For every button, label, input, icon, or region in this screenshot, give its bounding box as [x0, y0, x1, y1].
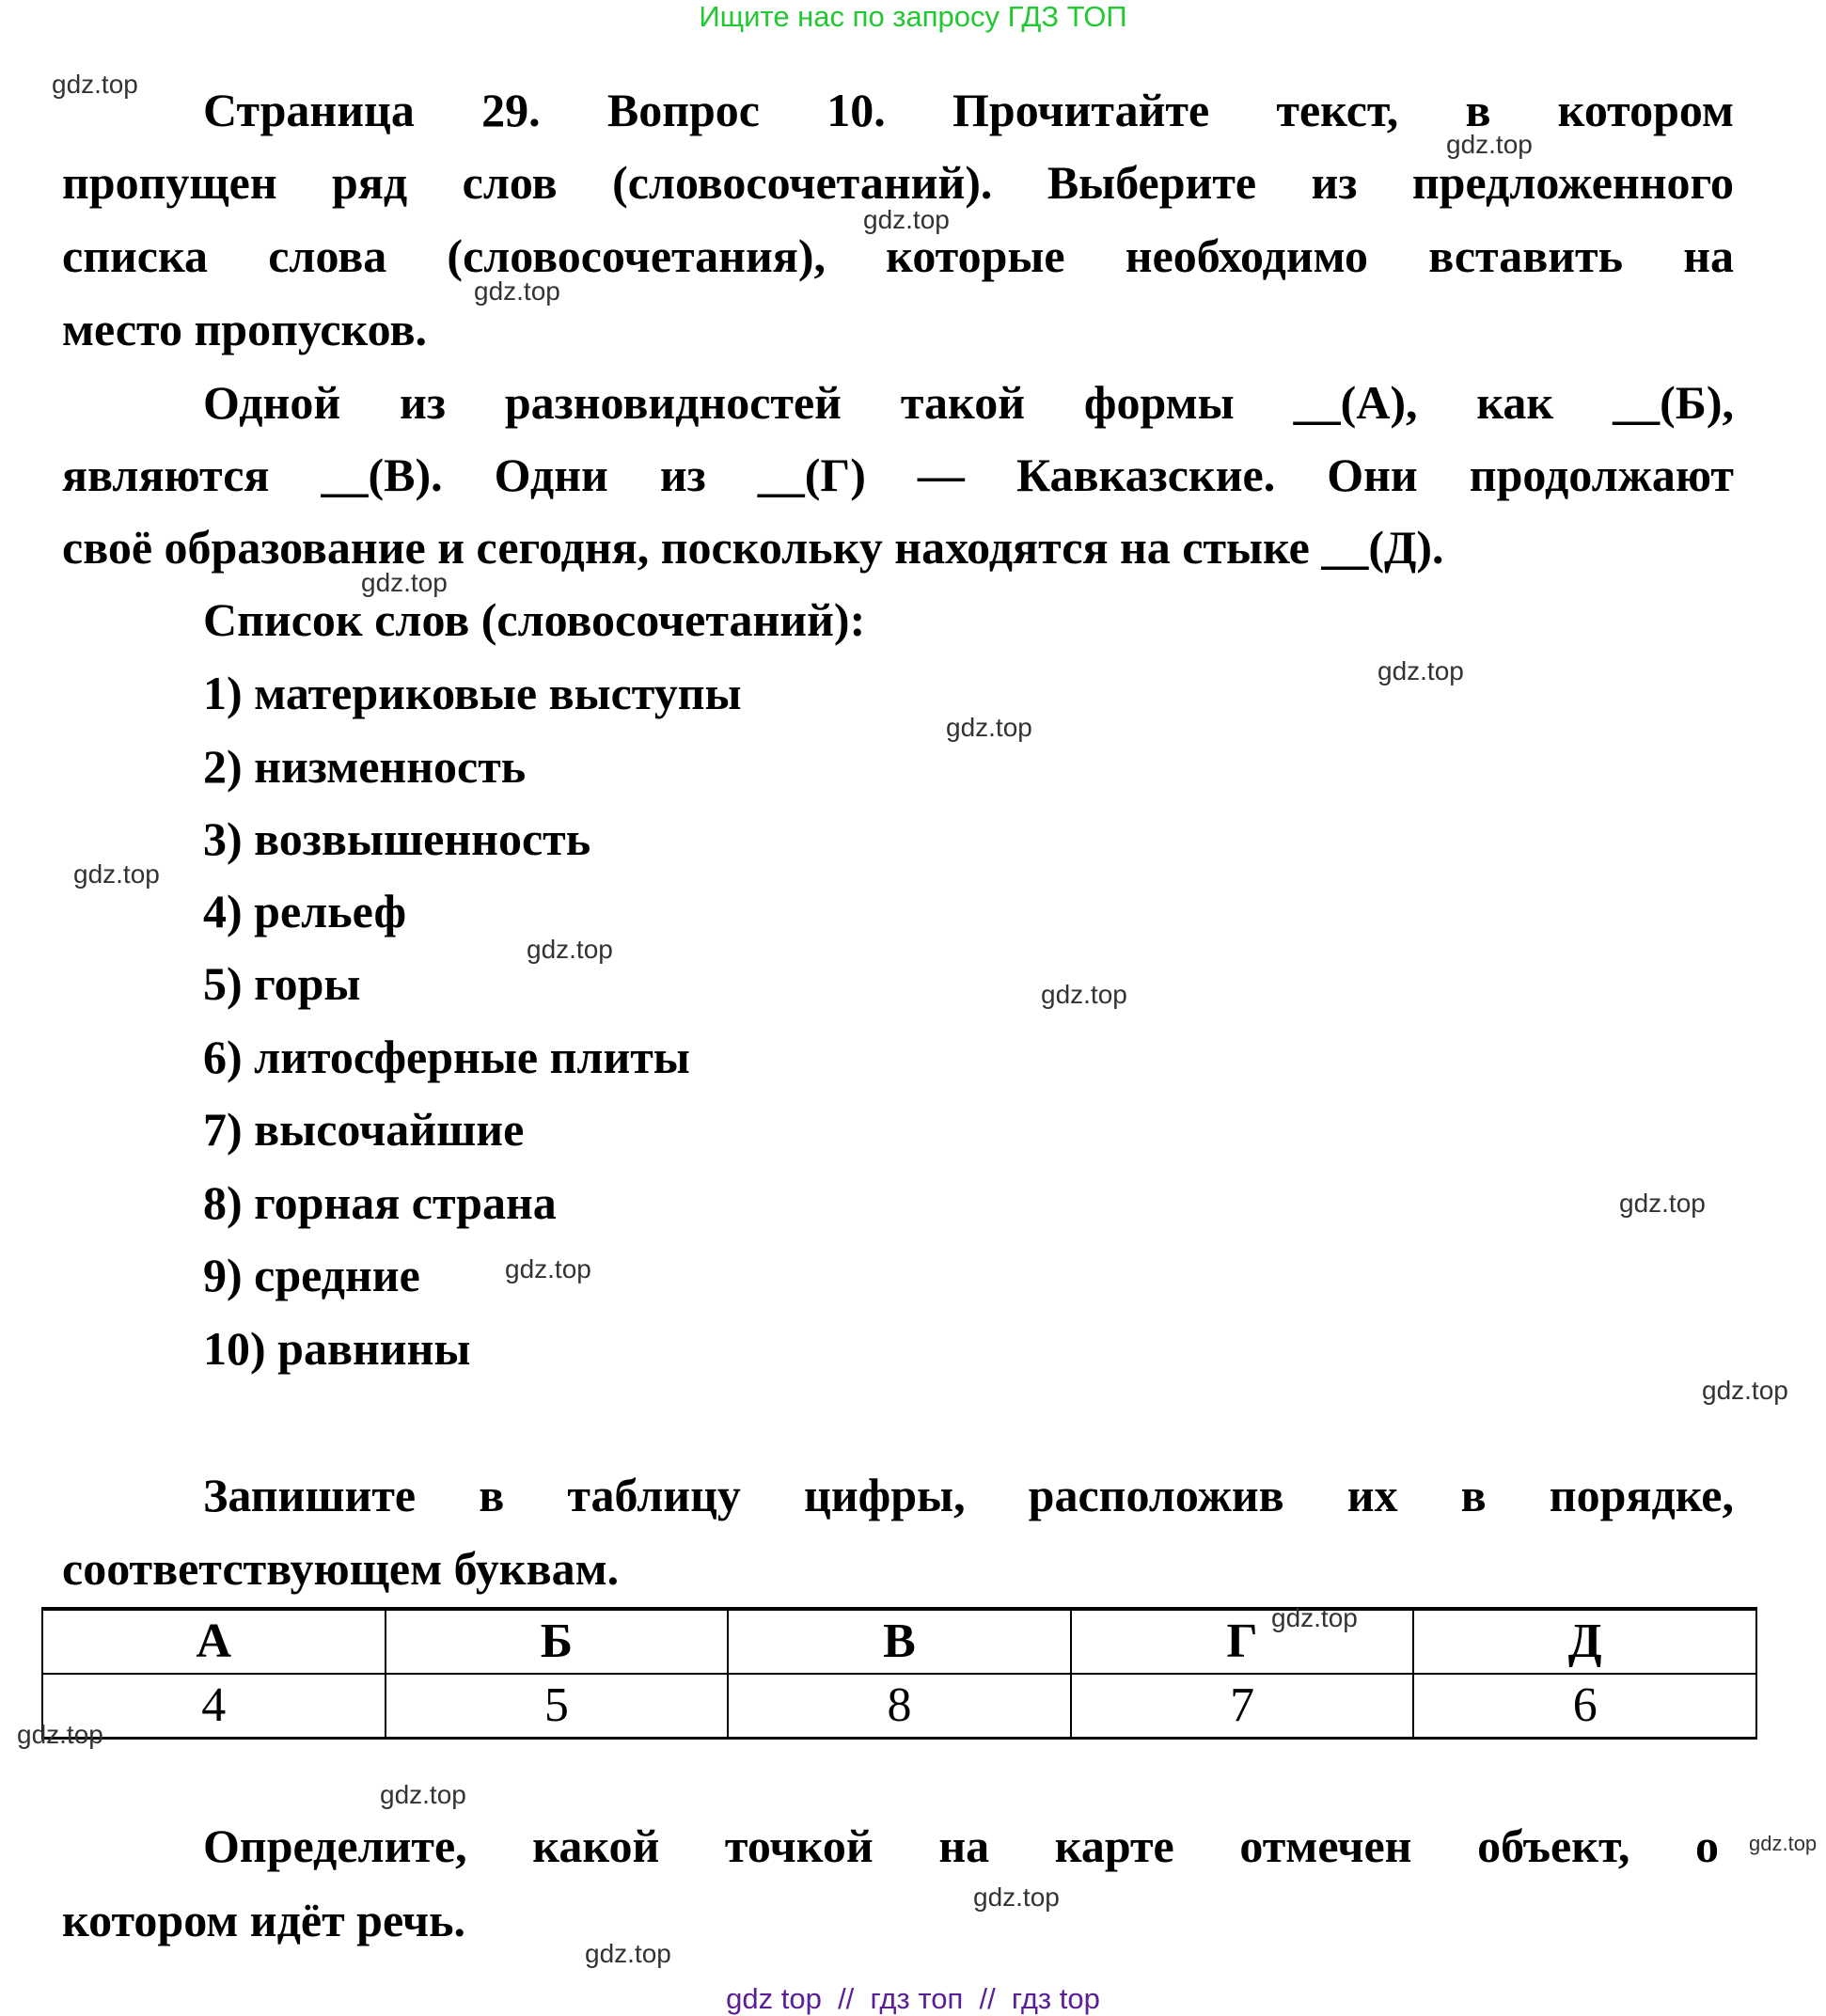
word-list-item: 1) материковые выступы	[203, 667, 742, 719]
passage-line: Одной из разновидностей такой формы __(А), как __(Б),	[203, 376, 1734, 429]
task-line: пропущен ряд слов (словосочетаний). Выберите из предложенного	[62, 156, 1734, 209]
watermark: gdz.top	[1377, 656, 1464, 685]
next-question-line: котором идёт речь.	[62, 1894, 466, 1946]
header-cell-v: В	[728, 1609, 1071, 1674]
word-list-item: 4) рельеф	[203, 885, 407, 937]
watermark: gdz.top	[1619, 1189, 1706, 1218]
word-list-item: 7) высочайшие	[203, 1103, 525, 1156]
watermark: gdz.top	[380, 1780, 466, 1809]
watermark: gdz.top	[52, 70, 138, 99]
watermark: gdz.top	[73, 859, 160, 889]
watermark: gdz.top	[946, 713, 1032, 742]
watermark: gdz.top	[1446, 130, 1533, 159]
value-cell-v: 8	[728, 1674, 1071, 1739]
bottom-banner[interactable]: gdz top // гдз топ // гдз top	[726, 1982, 1100, 2015]
value-cell-b: 5	[386, 1674, 729, 1739]
table-header-row	[42, 1609, 1756, 1674]
task-line: место пропусков.	[62, 303, 427, 355]
word-list-item: 9) средние	[203, 1249, 420, 1301]
watermark: gdz.top	[1749, 1832, 1818, 1855]
value-cell-a: 4	[42, 1674, 386, 1739]
watermark: gdz.top	[863, 205, 950, 234]
watermark: gdz.top	[474, 276, 560, 306]
word-list-item: 10) равнины	[203, 1322, 471, 1375]
value-cell-g: 7	[1071, 1674, 1414, 1739]
header-cell-g: Г	[1071, 1609, 1414, 1674]
watermark: gdz.top	[505, 1254, 591, 1284]
header-cell-b: Б	[386, 1609, 729, 1674]
word-list-item: 2) низменность	[203, 740, 527, 793]
next-question-line: Определите, какой точкой на карте отмечен объект, о	[203, 1819, 1719, 1872]
passage-line: своё образование и сегодня, поскольку находятся на стыке __(Д).	[62, 521, 1444, 574]
instruction-line: Запишите в таблицу цифры, расположив их в порядке,	[203, 1469, 1734, 1521]
watermark: gdz.top	[361, 568, 448, 597]
passage-line: являются __(В). Одни из __(Г) — Кавказские. Они продолжают	[62, 449, 1734, 501]
value-cell-d: 6	[1413, 1674, 1756, 1739]
word-list-item: 5) горы	[203, 957, 361, 1010]
word-list-item: 8) горная страна	[203, 1176, 557, 1229]
watermark: gdz.top	[527, 935, 613, 964]
watermark: gdz.top	[1702, 1376, 1788, 1405]
instruction-line: соответствующем буквам.	[62, 1542, 620, 1595]
table-row	[42, 1674, 1756, 1739]
watermark: gdz.top	[17, 1720, 103, 1749]
top-banner[interactable]: Ищите нас по запросу ГДЗ ТОП	[699, 0, 1127, 33]
watermark: gdz.top	[973, 1882, 1060, 1912]
word-list-item: 6) литосферные плиты	[203, 1031, 690, 1083]
watermark: gdz.top	[585, 1939, 671, 1968]
answer-table	[41, 1607, 1757, 1740]
word-list-title: Список слов (словосочетаний):	[203, 593, 866, 646]
watermark: gdz.top	[1041, 980, 1127, 1009]
task-line: списка слова (словосочетания), которые необходимо вставить на	[62, 229, 1734, 282]
header-cell-a: А	[42, 1609, 386, 1674]
task-line: Страница 29. Вопрос 10. Прочитайте текст, в котором	[203, 84, 1734, 136]
word-list-item: 3) возвышенность	[203, 812, 591, 865]
watermark: gdz.top	[1271, 1603, 1358, 1632]
header-cell-d: Д	[1413, 1609, 1756, 1674]
